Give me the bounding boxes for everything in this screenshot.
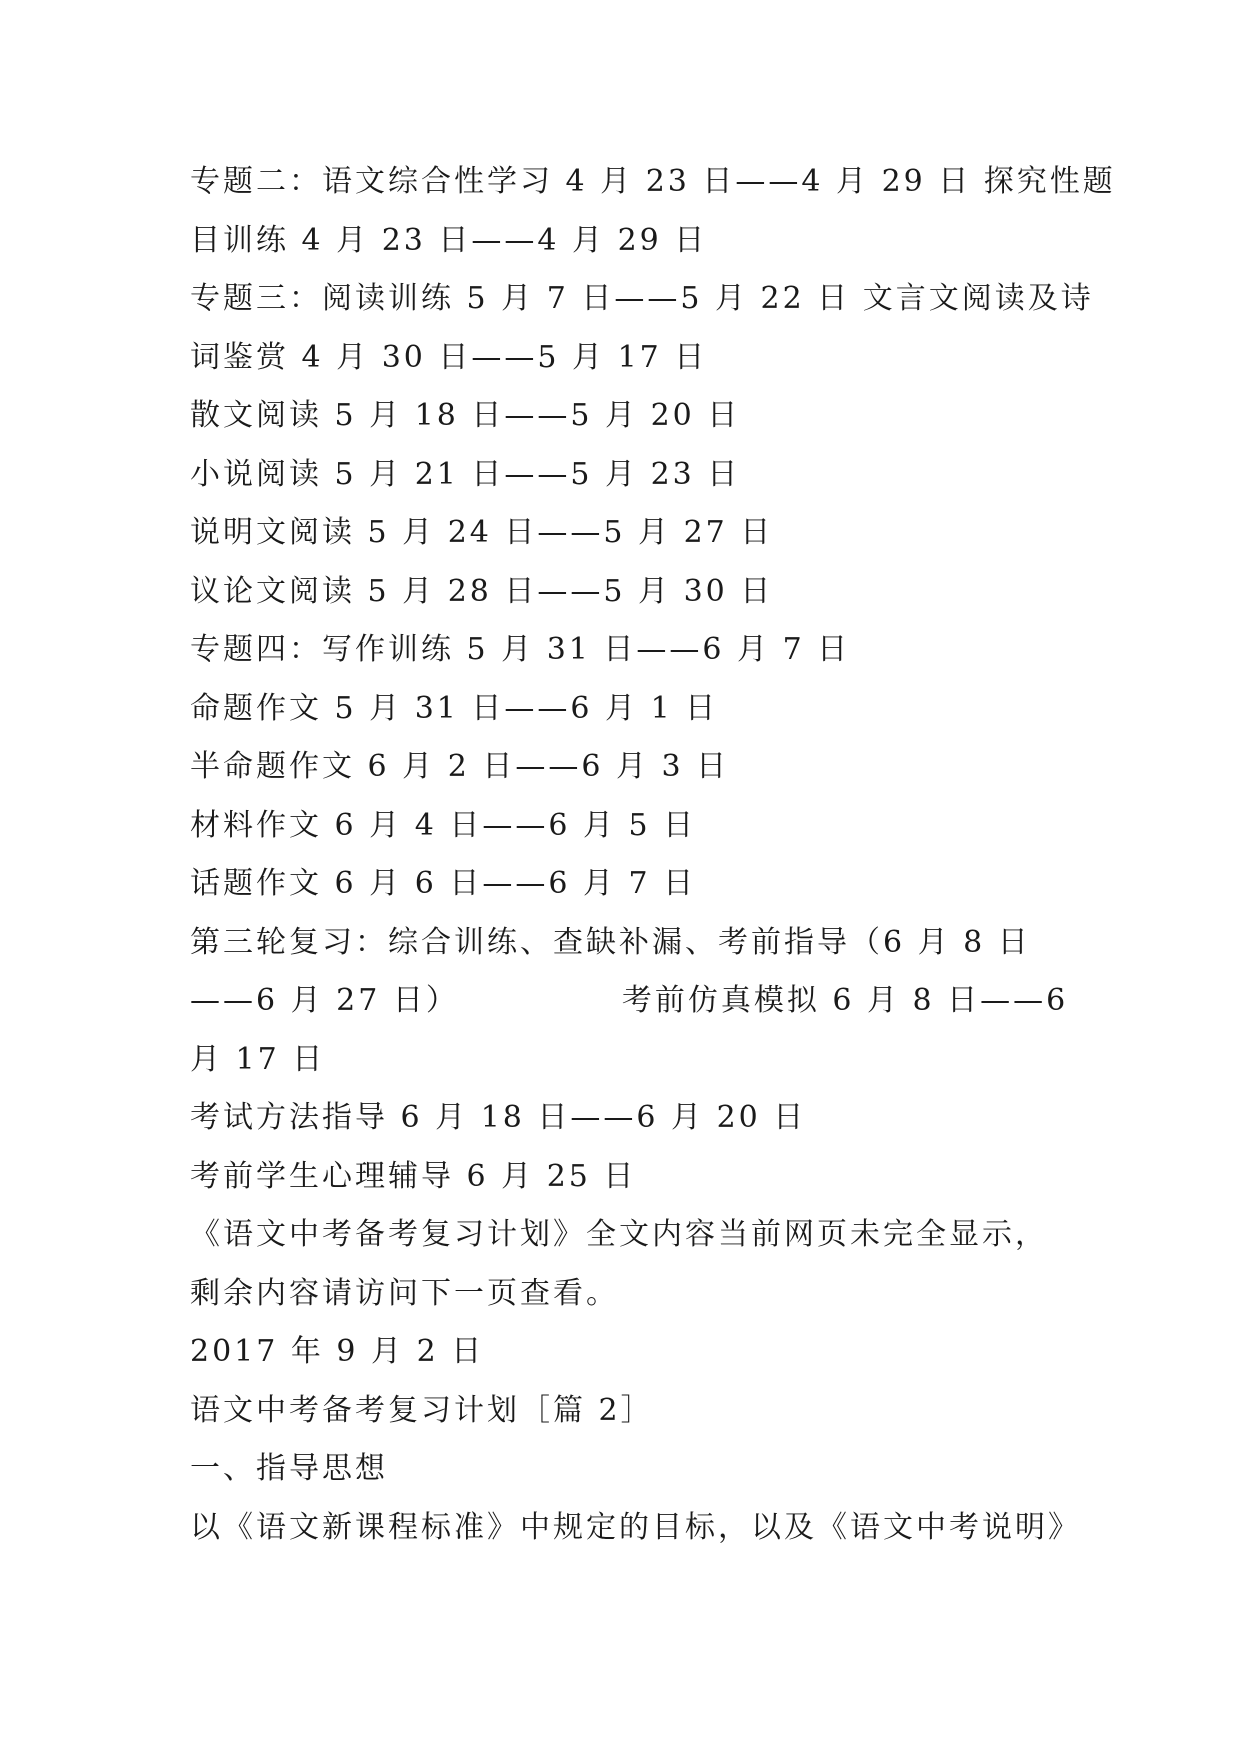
- section-title: 语文中考备考复习计划［篇 2］: [190, 1392, 654, 1428]
- text-line: 专题三：阅读训练 5 月 7 日——5 月 22 日 文言文阅读及诗: [190, 281, 1094, 316]
- text-line: 考试方法指导 6 月 18 日——6 月 20 日: [190, 1100, 807, 1135]
- text-line: 议论文阅读 5 月 28 日——5 月 30 日: [190, 573, 774, 609]
- text-line: 材料作文 6 月 4 日——6 月 5 日: [190, 807, 697, 843]
- text-line: 目训练 4 月 23 日——4 月 29 日: [190, 222, 708, 258]
- text-line: 命题作文 5 月 31 日——6 月 1 日: [190, 690, 719, 726]
- text-line: 《语文中考备考复习计划》全文内容当前网页未完全显示，: [190, 1217, 1048, 1252]
- text-line: 考前学生心理辅导 6 月 25 日: [190, 1158, 637, 1194]
- text-line: 说明文阅读 5 月 24 日——5 月 27 日: [190, 515, 774, 550]
- date-line: 2017 年 9 月 2 日: [190, 1334, 485, 1369]
- document-body: [190, 160, 1116, 1564]
- text-line: 专题四：写作训练 5 月 31 日——6 月 7 日: [190, 632, 851, 667]
- text-line: 剩余内容请访问下一页查看。: [190, 1275, 619, 1311]
- text-line: 半命题作文 6 月 2 日——6 月 3 日: [190, 749, 730, 784]
- text-line: 词鉴赏 4 月 30 日——5 月 17 日: [190, 339, 708, 375]
- section-heading: 一、指导思想: [190, 1451, 388, 1486]
- text-line: 小说阅读 5 月 21 日——5 月 23 日: [190, 456, 741, 492]
- text-line: 以《语文新课程标准》中规定的目标，以及《语文中考说明》: [190, 1509, 1081, 1545]
- text-line: 专题二：语文综合性学习 4 月 23 日——4 月 29 日 探究性题: [190, 164, 1116, 199]
- text-line: 话题作文 6 月 6 日——6 月 7 日: [190, 866, 697, 901]
- text-line: 月 17 日: [190, 1041, 326, 1077]
- text-line: 第三轮复习：综合训练、查缺补漏、考前指导（6 月 8 日: [190, 924, 1031, 960]
- text-line: ——6 月 27 日） 考前仿真模拟 6 月 8 日——6: [190, 983, 1069, 1018]
- text-line: 散文阅读 5 月 18 日——5 月 20 日: [190, 398, 741, 433]
